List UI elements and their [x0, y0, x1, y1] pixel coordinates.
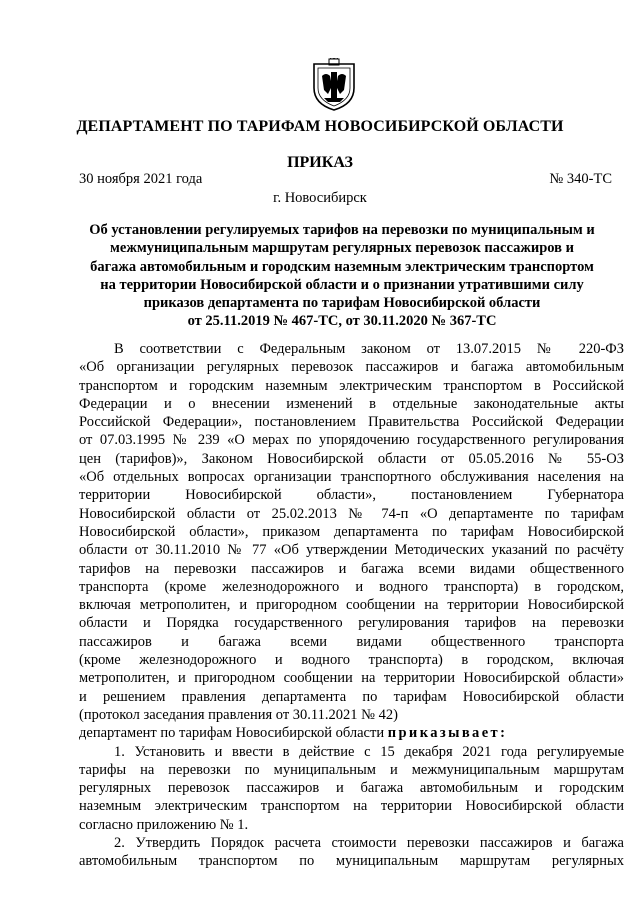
item2-line: 2. Утвердить Порядок расчета стоимости перевозки пассажиров и багажа — [114, 835, 624, 852]
preamble-line: Новосибирской области», приказом департамента по тарифам Новосибирской — [79, 523, 624, 540]
preamble-line: области и Порядка государственного регулирования тарифов на перевозки — [79, 615, 624, 632]
order-title — [60, 221, 624, 331]
coat-of-arms-icon — [310, 58, 358, 112]
orders-line — [79, 724, 624, 742]
title-line: от 25.11.2019 № 467-ТС, от 30.11.2020 № 367-ТС — [187, 313, 497, 330]
preamble-line: (кроме железнодорожного и водного транспорта) в городском, включая — [79, 652, 624, 669]
preamble-line: Российской Федерации», постановлением Правительства Российской Федерации — [79, 414, 624, 431]
preamble-line: В соответствии с Федеральным законом от 13.07.2015 № 220-ФЗ — [114, 341, 624, 357]
preamble-line: «Об отдельных вопросах организации транспортного обслуживания населения на — [79, 469, 624, 486]
title-line: Об установлении регулируемых тарифов на перевозки по муниципальным и — [89, 222, 595, 238]
order-heading: ПРИКАЗ — [287, 154, 353, 171]
preamble-line: Новосибирской области от 25.02.2013 № 74-п «О департаменте по тарифам — [79, 505, 624, 522]
preamble-line: территории Новосибирской области», постановлением Губернатора — [79, 487, 624, 504]
orders-prefix: департамент по тарифам Новосибирской области — [79, 725, 388, 742]
preamble-line: тарифов на перевозки пассажиров и багажа всеми видами общественного — [79, 560, 624, 577]
department-heading: ДЕПАРТАМЕНТ ПО ТАРИФАМ НОВОСИБИРСКОЙ ОБЛАСТИ — [76, 118, 564, 135]
preamble-line: «Об организации регулярных перевозок пассажиров и багажа автомобильным — [79, 359, 624, 376]
preamble-line: цен (тарифов)», Законом Новосибирской области от 05.05.2016 № 55-ОЗ — [79, 450, 624, 467]
title-line: на территории Новосибирской области и о признании утратившими силу — [100, 276, 584, 293]
preamble-line: транспортом и городским наземным электрическим транспортом в Российской — [79, 377, 624, 394]
item1-line: согласно приложению № 1. — [79, 816, 249, 833]
order-number: № 340-ТС — [549, 171, 612, 187]
preamble-line: пассажиров и багажа всеми видами общественного транспорта — [79, 633, 624, 650]
orders-word: приказывает: — [387, 725, 508, 742]
preamble-line: от 07.03.1995 № 239 «О мерах по упорядочению государственного регулирования — [79, 432, 624, 449]
order-city: г. Новосибирск — [273, 190, 367, 206]
title-line: межмуниципальным маршрутам регулярных перевозок пассажиров и — [110, 240, 574, 257]
preamble-line: включая метрополитен, и пригородном сообщении на территории Новосибирской — [79, 597, 624, 614]
item2-line: автомобильным транспортом по муниципальным маршрутам регулярных — [79, 853, 624, 870]
item1-line: наземным электрическим транспортом на территории Новосибирской области — [79, 798, 624, 815]
item1-line: регулярных перевозок пассажиров и багажа автомобильным и городским — [79, 780, 624, 797]
item1-line: 1. Установить и ввести в действие с 15 декабря 2021 года регулируемые — [114, 743, 624, 760]
preamble-line: метрополитен, и пригородном сообщении на территории Новосибирской области» — [79, 670, 624, 687]
order-date: 30 ноября 2021 года — [79, 171, 203, 187]
preamble-line: Федерации и о внесении изменений в отдельные законодательные акты — [79, 395, 624, 412]
title-line: багажа автомобильным и городским наземным электрическим транспортом — [90, 258, 594, 275]
preamble-line: (протокол заседания правления от 30.11.2021 № 42) — [79, 706, 398, 723]
title-line: приказов департамента по тарифам Новосибирской области — [143, 295, 541, 312]
preamble-line: транспорта (кроме железнодорожного и водного транспорта) в городском, — [79, 578, 624, 595]
item1-line: тарифы на перевозки по муниципальным и межмуниципальным маршрутам — [79, 761, 624, 778]
preamble-line: и решением правления департамента по тарифам Новосибирской области — [79, 688, 624, 705]
order-body — [79, 340, 624, 871]
preamble-line: области от 30.11.2010 № 77 «Об утверждении Методических указаний по расчёту — [79, 542, 624, 559]
